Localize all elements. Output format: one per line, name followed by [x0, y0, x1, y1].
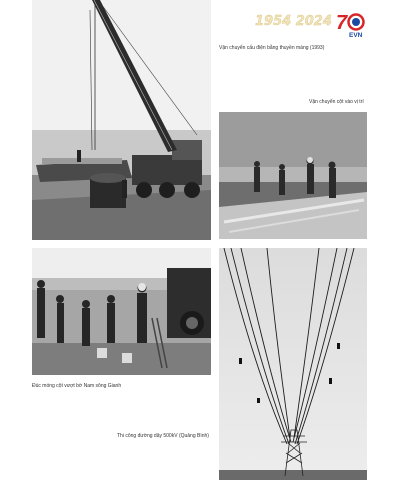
photo4-caption: Thi công đường dây 500kV (Quảng Bình): [117, 433, 209, 439]
crane-boat-photo: [32, 0, 211, 240]
anniversary-years: 1954 2024: [255, 14, 332, 29]
photo2-caption: Vận chuyển cột vào vị trí: [309, 99, 364, 105]
power-lines-tower-photo: [219, 248, 367, 480]
svg-text:7: 7: [336, 12, 348, 34]
evn-70-logo: [336, 10, 368, 40]
svg-text:EVN: EVN: [349, 32, 363, 39]
workers-carrying-pole-photo: [219, 112, 367, 239]
foundation-casting-photo: [32, 248, 211, 375]
photo1-caption: Vận chuyển cấu điện bằng thuyền máng (1993): [219, 45, 325, 51]
photo3-caption: Đúc móng cột vượt bờ Nam sông Gianh: [32, 383, 122, 389]
